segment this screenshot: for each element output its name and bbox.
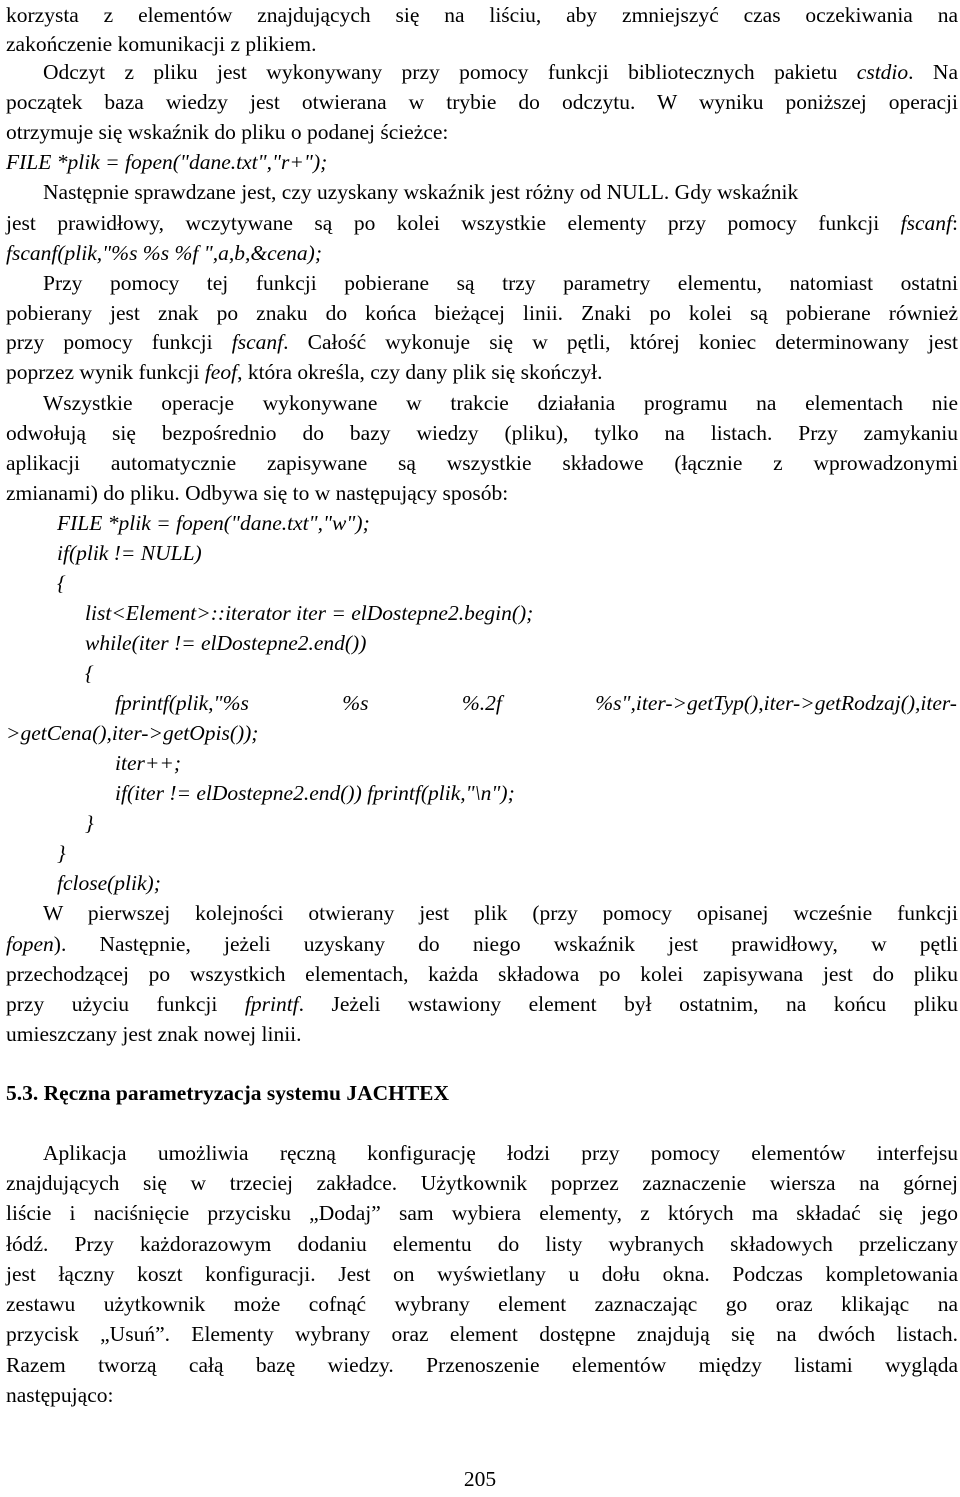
text-segment: ). Następnie, jeżeli uzyskany do niego wskaźnik jest prawidłowy, w pętli bbox=[53, 932, 958, 956]
code-token: fprintf(plik,"%s bbox=[115, 691, 249, 715]
text-segment: Następnie sprawdzane jest, czy uzyskany wskaźnik jest różny od NULL. Gdy wskaźnik bbox=[43, 180, 799, 204]
text-segment: znajdujących się w trzeciej zakładce. Użytkownik poprzez zaznaczenie wiersza na górnej bbox=[6, 1171, 958, 1195]
italic-text: fclose(plik); bbox=[57, 871, 161, 895]
text-segment: liście i naciśnięcie przycisku „Dodaj” sam wybiera elementy, z których ma składać się jego bbox=[6, 1201, 958, 1225]
text-line bbox=[6, 418, 958, 448]
text-segment: Razem tworzą całą bazę wiedzy. Przenoszenie elementów między listami wygląda bbox=[6, 1353, 958, 1377]
italic-text: iter++; bbox=[115, 751, 182, 775]
text-segment: przycisk „Usuń”. Elementy wybrany oraz element dostępne znajdują się na dwóch listach. bbox=[6, 1322, 958, 1346]
italic-text: fscanf(plik,"%s %s %f ",a,b,&cena); bbox=[6, 241, 323, 265]
text-segment: korzysta z elementów znajdujących się na liściu, aby zmniejszyć czas oczekiwania na bbox=[6, 3, 958, 27]
text-segment: . Na bbox=[908, 60, 958, 84]
text-line bbox=[43, 57, 958, 87]
text-line bbox=[6, 929, 958, 959]
italic-text: while(iter != elDostepne2.end()) bbox=[85, 631, 367, 655]
text-line bbox=[6, 357, 958, 387]
text-line bbox=[6, 1019, 958, 1049]
text-segment: zakończenie komunikacji z plikiem. bbox=[6, 32, 317, 56]
text-line bbox=[6, 959, 958, 989]
text-segment: : bbox=[952, 211, 958, 235]
text-segment: przy użyciu funkcji bbox=[6, 992, 245, 1016]
italic-text: if(plik != NULL) bbox=[57, 541, 202, 565]
text-segment: . Jeżeli wstawiony element był ostatnim, na końcu pliku bbox=[298, 992, 958, 1016]
text-line bbox=[6, 1259, 958, 1289]
code-line bbox=[57, 838, 957, 868]
code-line bbox=[57, 538, 957, 568]
italic-text: } bbox=[85, 811, 94, 835]
italic-text: feof bbox=[204, 360, 238, 384]
code-token: %s",iter->getTyp(),iter->getRodzaj(),iter- bbox=[595, 691, 957, 715]
text-line bbox=[43, 898, 958, 928]
italic-text: fscanf bbox=[231, 330, 284, 354]
text-line bbox=[6, 327, 958, 357]
code-line bbox=[57, 508, 957, 538]
italic-text: fopen bbox=[6, 932, 54, 956]
text-segment: pobierany jest znak po znaku do końca bieżącej linii. Znaki po kolei są pobierane również bbox=[6, 301, 958, 325]
italic-text: list<Element>::iterator iter = elDostepne2.begin(); bbox=[85, 601, 534, 625]
text-segment: aplikacji automatycznie zapisywane są wszystkie składowe (łącznie z wprowadzonymi bbox=[6, 451, 958, 475]
text-segment: Wszystkie operacje wykonywane w trakcie działania programu na elementach nie bbox=[43, 391, 958, 415]
italic-text: >getCena(),iter->getOpis()); bbox=[6, 721, 259, 745]
text-segment: zestawu użytkownik może cofnąć wybrany element zaznaczając go oraz klikając na bbox=[6, 1292, 958, 1316]
code-line bbox=[57, 568, 957, 598]
text-line bbox=[6, 298, 958, 328]
text-line bbox=[6, 208, 958, 238]
text-line bbox=[6, 1168, 958, 1198]
text-segment: jest łączny koszt konfiguracji. Jest on wyświetlany u dołu okna. Podczas kompletowania bbox=[6, 1262, 958, 1286]
text-line bbox=[6, 478, 958, 508]
text-segment: Odczyt z pliku jest wykonywany przy pomocy funkcji bibliotecznych pakietu bbox=[43, 60, 857, 84]
code-line bbox=[6, 718, 958, 748]
text-line bbox=[6, 1380, 958, 1410]
text-segment: przechodzącej po wszystkich elementach, każda składowa po kolei zapisywana jest do pliku bbox=[6, 962, 958, 986]
text-segment: jest prawidłowy, wczytywane są po kolei wszystkie elementy przy pomocy funkcji bbox=[6, 211, 901, 235]
text-line bbox=[43, 268, 958, 298]
code-line bbox=[6, 147, 958, 177]
italic-text: FILE *plik = fopen("dane.txt","w"); bbox=[57, 511, 370, 535]
italic-text: } bbox=[57, 841, 66, 865]
text-segment: przy pomocy funkcji bbox=[6, 330, 232, 354]
text-line bbox=[43, 177, 958, 207]
code-token: %s bbox=[342, 691, 369, 715]
text-line bbox=[6, 117, 958, 147]
text-line bbox=[6, 1229, 958, 1259]
text-line bbox=[6, 448, 958, 478]
text-segment: 5.3. Ręczna parametryzacja systemu JACHTEX bbox=[6, 1081, 450, 1105]
italic-text: if(iter != elDostepne2.end()) fprintf(plik,"\n"); bbox=[115, 781, 515, 805]
italic-text: FILE *plik = fopen("dane.txt","r+"); bbox=[6, 150, 328, 174]
section-heading bbox=[6, 1078, 958, 1108]
text-segment: poprzez wynik funkcji bbox=[6, 360, 205, 384]
text-segment: zmianami) do pliku. Odbywa się to w następujący sposób: bbox=[6, 481, 509, 505]
italic-text: fprintf bbox=[244, 992, 299, 1016]
code-line bbox=[6, 238, 958, 268]
text-line bbox=[6, 1198, 958, 1228]
code-line bbox=[85, 658, 957, 688]
code-line bbox=[115, 748, 957, 778]
text-segment: następująco: bbox=[6, 1383, 114, 1407]
text-segment: odwołują się bezpośrednio do bazy wiedzy (pliku), tylko na listach. Przy zamykaniu bbox=[6, 421, 958, 445]
text-segment: otrzymuje się wskaźnik do pliku o podanej ścieżce: bbox=[6, 120, 449, 144]
code-line bbox=[85, 808, 957, 838]
code-token: %.2f bbox=[461, 691, 502, 715]
text-line bbox=[6, 989, 958, 1019]
text-line bbox=[6, 29, 958, 59]
text-line bbox=[6, 1319, 958, 1349]
text-line bbox=[6, 87, 958, 117]
text-line bbox=[6, 1350, 958, 1380]
text-line bbox=[6, 1289, 958, 1319]
code-line bbox=[85, 628, 957, 658]
page-number: 205 bbox=[463, 1467, 497, 1491]
italic-text: { bbox=[57, 571, 66, 595]
code-line bbox=[115, 688, 957, 718]
text-segment: początek baza wiedzy jest otwierana w trybie do odczytu. W wyniku poniższej operacji bbox=[6, 90, 958, 114]
code-line bbox=[85, 598, 957, 628]
text-segment: Przy pomocy tej funkcji pobierane są trzy parametry elementu, natomiast ostatni bbox=[43, 271, 958, 295]
code-line bbox=[115, 778, 957, 808]
text-segment: Aplikacja umożliwia ręczną konfigurację łodzi przy pomocy elementów interfejsu bbox=[43, 1141, 958, 1165]
text-line bbox=[43, 388, 958, 418]
text-segment: łódź. Przy każdorazowym dodaniu elementu do listy wybranych składowych przeliczany bbox=[6, 1232, 958, 1256]
text-line bbox=[43, 1138, 958, 1168]
text-segment: . Całość wykonuje się w pętli, której koniec determinowany jest bbox=[283, 330, 959, 354]
code-line bbox=[57, 868, 957, 898]
text-line bbox=[6, 0, 958, 30]
italic-text: cstdio bbox=[856, 60, 909, 84]
text-segment: , która określa, czy dany plik się skończył. bbox=[237, 360, 603, 384]
text-segment: W pierwszej kolejności otwierany jest plik (przy pomocy opisanej wcześnie funkcji bbox=[43, 901, 958, 925]
italic-text: fscanf bbox=[900, 211, 953, 235]
italic-text: { bbox=[85, 661, 94, 685]
text-segment: umieszczany jest znak nowej linii. bbox=[6, 1022, 302, 1046]
